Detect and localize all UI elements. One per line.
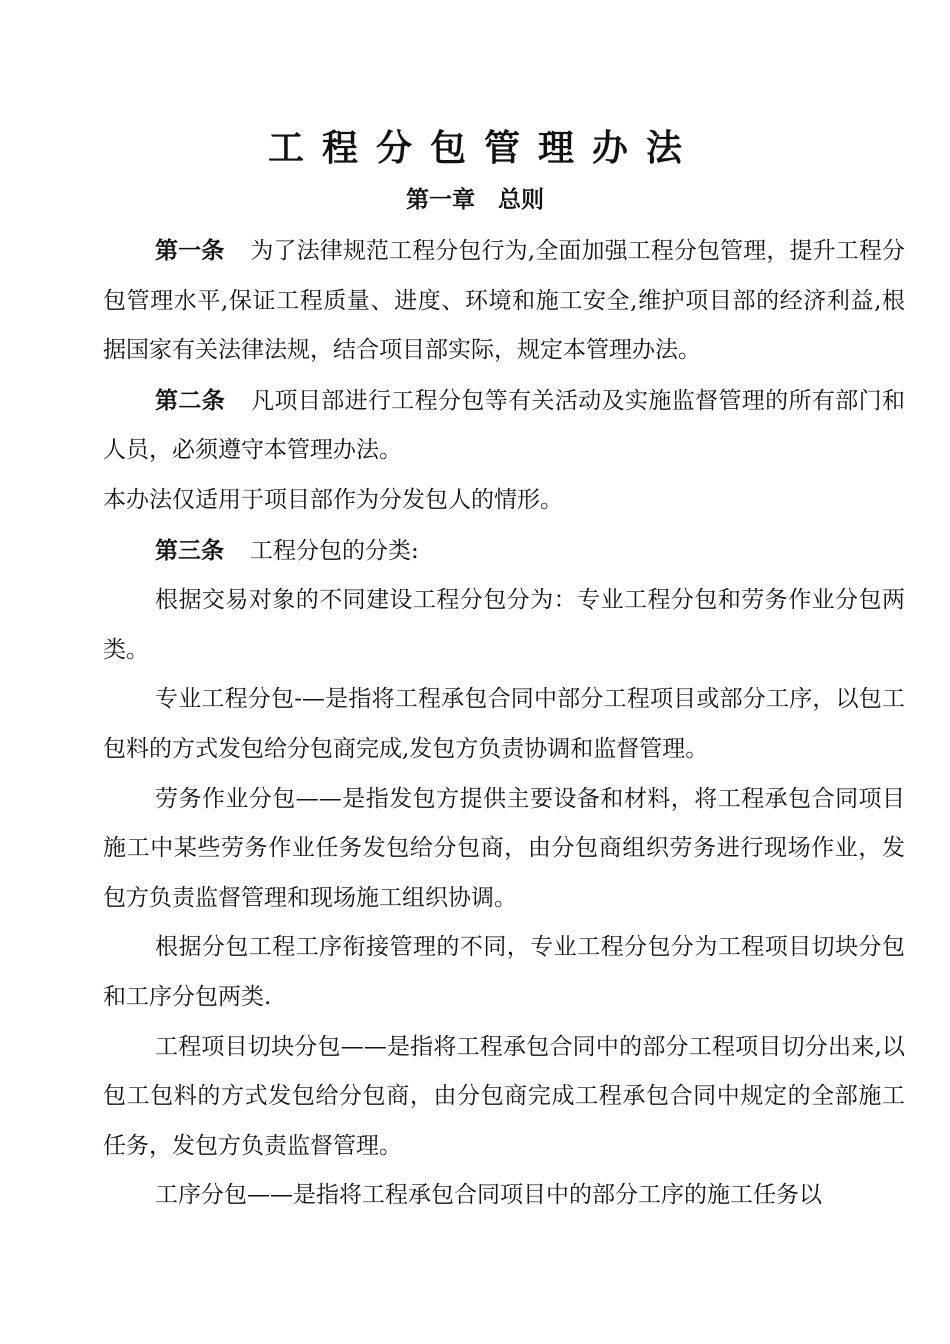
article-3-label: 第三条 [155, 536, 224, 564]
article-1-label: 第一条 [155, 237, 225, 264]
article-2 [103, 376, 905, 476]
article-3-text: 工程分包的分类: [250, 537, 419, 564]
article-3 [103, 526, 905, 577]
article-1 [103, 226, 905, 376]
paragraph: 专业工程分包-—是指将工程承包合同中部分工程项目或部分工序，以包工包料的方式发包给分包商完成,发包方负责协调和监督管理。 [103, 686, 905, 762]
article-1-text: 为了法律规范工程分包行为,全面加强工程分包管理，提升工程分包管理水平,保证工程质量、进度、环境和施工安全,维护项目部的经济利益,根据国家有关法律法规，结合项目部实际，规定本管理办法。 [103, 238, 906, 364]
paragraph: 工序分包——是指将工程承包合同项目中的部分工序的施工任务以 [155, 1182, 822, 1209]
paragraph: 根据交易对象的不同建设工程分包分为：专业工程分包和劳务作业分包两类。 [103, 587, 905, 663]
chapter-heading: 第一章 总则 [406, 186, 544, 213]
paragraph: 工程项目切块分包——是指将工程承包合同中的部分工程项目切分出来,以包工包料的方式发包给分包商，由分包商完成工程承包合同中规定的全部施工任务，发包方负责监督管理。 [103, 1033, 905, 1159]
paragraph: 根据分包工程工序衔接管理的不同，专业工程分包分为工程项目切块分包和工序分包两类. [103, 934, 905, 1010]
scope-statement: 本办法仅适用于项目部作为分发包人的情形。 [103, 486, 563, 513]
article-2-text: 凡项目部进行工程分包等有关活动及实施监督管理的所有部门和人员，必须遵守本管理办法。 [103, 387, 906, 464]
paragraph: 劳务作业分包——是指发包方提供主要设备和材料，将工程承包合同项目施工中某些劳务作业任务发包给分包商，由分包商组织劳务进行现场作业，发包方负责监督管理和现场施工组织协调。 [103, 785, 905, 911]
document-title: 工程分包管理办法 [267, 127, 700, 169]
article-2-label: 第二条 [155, 386, 226, 414]
document-body [103, 226, 905, 1221]
